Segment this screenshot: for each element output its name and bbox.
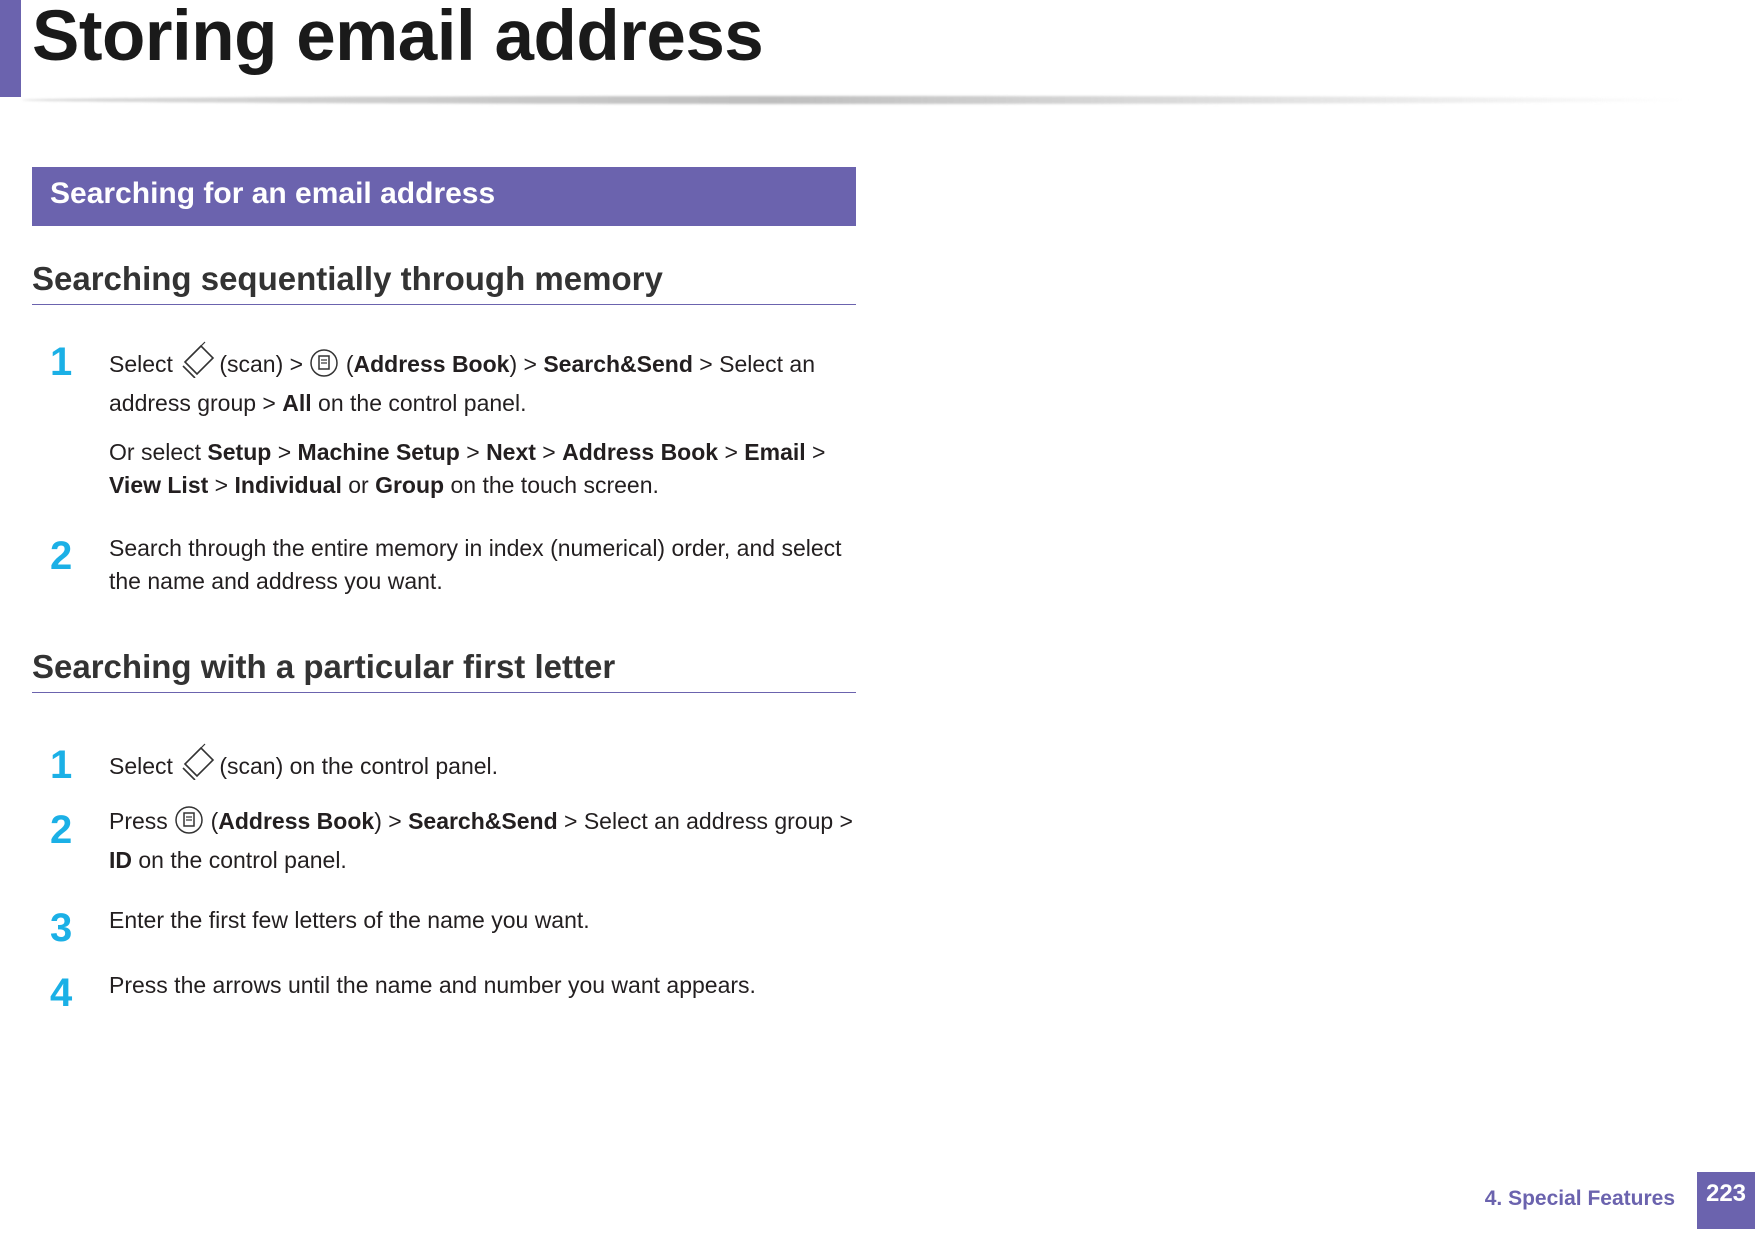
step-text: Select (scan) > (Address Book) > Search&Send > Select an address group > All on the control panel. xyxy=(109,338,859,420)
title-divider xyxy=(22,96,1692,104)
step-text: Enter the first few letters of the name you want. xyxy=(109,907,590,933)
title-accent-bar xyxy=(0,0,21,97)
address-book-icon xyxy=(309,348,339,387)
step-number: 2 xyxy=(50,534,73,578)
step-number: 1 xyxy=(50,340,73,384)
section-banner-title: Searching for an email address xyxy=(50,177,496,210)
page-number-badge: 223 xyxy=(1697,1172,1755,1229)
subsection-heading-first-letter: Searching with a particular first letter xyxy=(32,648,856,693)
section-banner xyxy=(32,167,856,226)
step-text: Press (Address Book) > Search&Send > Select an address group > ID on the control panel. xyxy=(109,805,859,877)
step-number: 4 xyxy=(50,971,73,1015)
subsection-heading-sequential: Searching sequentially through memory xyxy=(32,260,856,305)
scan-icon xyxy=(179,740,219,789)
step-number: 3 xyxy=(50,906,73,950)
step-number: 2 xyxy=(50,808,73,852)
footer-section-label: 4. Special Features xyxy=(1484,1187,1675,1210)
address-book-icon xyxy=(174,805,204,844)
step-text: Select (scan) on the control panel. xyxy=(109,740,859,789)
scan-icon xyxy=(179,338,219,387)
page-title: Storing email address xyxy=(32,0,764,76)
step-number: 1 xyxy=(50,743,73,787)
step-alt-text: Or select Setup > Machine Setup > Next > Address Book > Email > View List > Individual or Group on the touch screen. xyxy=(109,439,826,498)
step-text: Press the arrows until the name and number you want appears. xyxy=(109,972,756,998)
step-text: Search through the entire memory in index (numerical) order, and select the name and address you want. xyxy=(109,535,842,594)
